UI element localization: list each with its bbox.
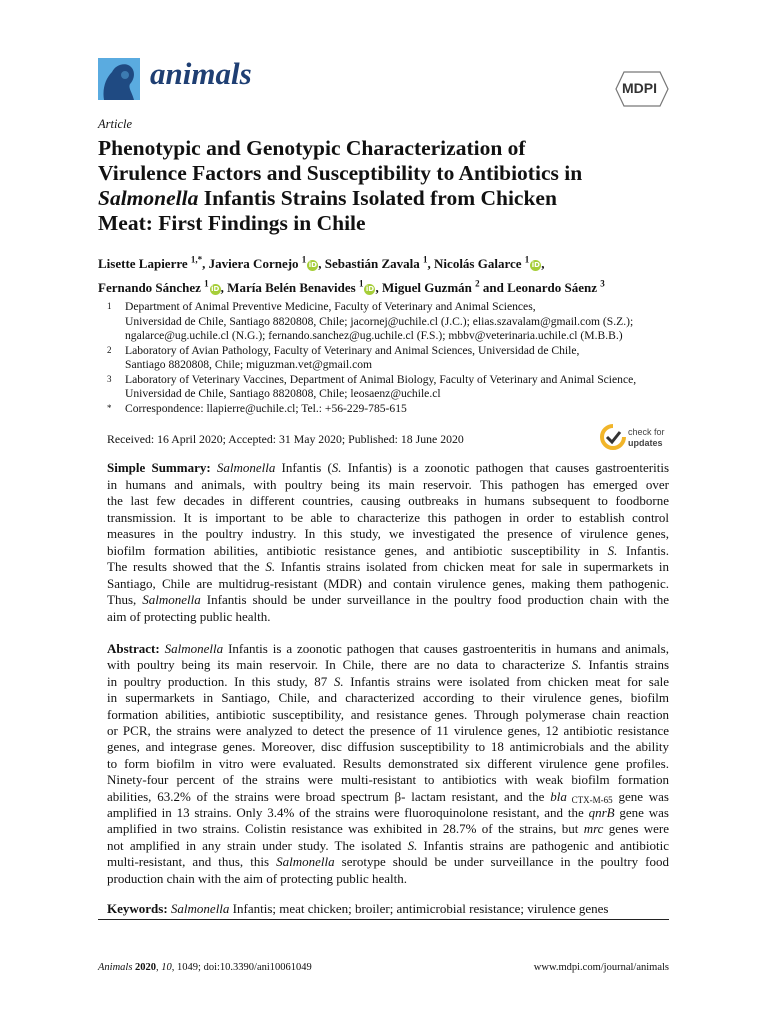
author-line bbox=[98, 276, 669, 300]
affiliation-line bbox=[125, 344, 669, 359]
abstract-line bbox=[107, 805, 669, 821]
abstract-line bbox=[107, 674, 669, 690]
text-segment: 3 bbox=[600, 278, 605, 289]
text-segment: , Nicolás Galarce bbox=[427, 256, 525, 271]
abstract-line bbox=[107, 657, 669, 673]
keywords bbox=[98, 901, 669, 918]
text-segment: production chain with the aim of protecting public health. bbox=[107, 870, 408, 886]
text-segment: Salmonella bbox=[216, 460, 276, 475]
abstract bbox=[98, 641, 669, 887]
text-segment: in supermarkets in Santiago, Chile, and characterized according to their virulence genes, biofilm bbox=[107, 690, 669, 706]
affiliation-line bbox=[125, 402, 669, 417]
text-segment: S. bbox=[607, 542, 618, 558]
mdpi-logo bbox=[614, 70, 670, 108]
affiliation bbox=[98, 373, 669, 402]
affiliation-marker: 3 bbox=[107, 373, 112, 384]
author-line bbox=[98, 252, 669, 276]
affiliation-marker: * bbox=[107, 402, 112, 413]
text-segment: Infantis strains were isolated from chicken meat for sale bbox=[343, 673, 669, 689]
summary-line bbox=[107, 609, 669, 626]
text-segment: S. bbox=[265, 559, 276, 574]
text-segment: bla bbox=[550, 788, 567, 804]
text-segment: Salmonella bbox=[98, 186, 199, 210]
text-segment: the last few decades in different countries, causing outbreaks in humans subsequent to foodborne bbox=[107, 493, 669, 508]
abstract-line bbox=[107, 723, 669, 739]
text-segment: Infantis is a zoonotic pathogen that causes gastroenteritis in humans and animals, bbox=[223, 641, 669, 656]
journal-name: animals bbox=[150, 56, 252, 91]
text-segment: Lisette Lapierre bbox=[98, 256, 191, 271]
text-segment: Infantis; meat chicken; broiler; antimicrobial resistance; virulence genes bbox=[229, 901, 609, 917]
text-segment: Universidad de Chile, Santiago 8820808, Chile; leosaenz@uchile.cl bbox=[125, 387, 441, 400]
text-segment: 1 bbox=[301, 254, 307, 265]
text-segment: , Sebastián Zavala bbox=[318, 256, 424, 271]
divider bbox=[98, 919, 669, 920]
text-segment: Santiago, Chile are multidrug-resistant (MDR) and contain virulence genes, making them pathogenic. bbox=[107, 575, 669, 591]
text-segment: aim of protecting public health. bbox=[107, 608, 271, 624]
text-segment: Infantis) is a zoonotic pathogen that causes gastroenteritis bbox=[341, 460, 670, 475]
text-segment: to form biofilm in vitro were evaluated. Results demonstrated six different virulence gene profiles. bbox=[107, 755, 669, 771]
text-segment: multi-resistant, and thus, this bbox=[107, 854, 277, 870]
text-segment: , Miguel Guzmán bbox=[375, 280, 476, 295]
text-segment: Infantis. bbox=[617, 542, 669, 558]
text-segment: abilities, 63.2% of the strains were broad spectrum β- lactam resistant, and the bbox=[107, 788, 551, 804]
text-segment: 1 bbox=[423, 254, 428, 265]
text-segment: Salmonella bbox=[276, 854, 335, 870]
journal-url[interactable]: www.mdpi.com/journal/animals bbox=[533, 962, 669, 973]
text-segment: CTX-M-65 bbox=[566, 794, 613, 805]
abstract-line bbox=[107, 772, 669, 788]
text-segment: Salmonella bbox=[164, 641, 224, 656]
footer-year: 2020 bbox=[135, 962, 157, 973]
monkey-logo-icon bbox=[98, 58, 140, 100]
orcid-icon[interactable]: iD bbox=[211, 285, 220, 293]
article-front-matter bbox=[98, 136, 669, 918]
text-segment: genes were bbox=[603, 821, 669, 837]
title-line bbox=[98, 161, 669, 186]
summary-line bbox=[107, 510, 669, 527]
text-segment: Abstract: bbox=[107, 641, 165, 656]
text-segment: serotype should be under surveillance in the poultry food bbox=[334, 854, 669, 870]
text-segment: and Leonardo Sáenz bbox=[479, 280, 601, 295]
text-segment: Infantis should be under surveillance in the poultry food production chain with the bbox=[200, 592, 669, 607]
keywords-line bbox=[107, 901, 669, 918]
orcid-icon[interactable]: iD bbox=[531, 261, 540, 269]
affiliation bbox=[98, 402, 669, 417]
text-segment: Salmonella bbox=[170, 901, 230, 917]
affiliation-line bbox=[125, 358, 669, 373]
text-segment: qnrB bbox=[588, 805, 615, 821]
title-line bbox=[98, 186, 669, 211]
text-segment: Infantis ( bbox=[275, 460, 332, 475]
affiliation-line bbox=[125, 329, 669, 344]
check-for-updates-badge[interactable] bbox=[600, 424, 672, 454]
affiliation-line bbox=[125, 315, 669, 330]
abstract-line bbox=[107, 838, 669, 854]
affiliation-line bbox=[125, 387, 669, 402]
orcid-icon[interactable]: iD bbox=[308, 261, 317, 269]
affiliation bbox=[98, 300, 669, 344]
abstract-line bbox=[107, 690, 669, 706]
author-list bbox=[98, 252, 669, 300]
text-segment: gene was bbox=[612, 788, 669, 804]
footer-volume: 10 bbox=[161, 962, 172, 973]
summary-line bbox=[107, 559, 669, 576]
summary-line bbox=[107, 460, 669, 477]
text-segment: 1 bbox=[524, 254, 530, 265]
text-segment: 1,* bbox=[190, 254, 203, 265]
journal-logo bbox=[98, 58, 140, 100]
paper-title bbox=[98, 136, 669, 236]
text-segment: Ninety-four percent of the strains were multi-resistant to antibiotics with weak biofilm formation bbox=[107, 772, 669, 788]
text-segment: amplified in two strains. Colistin resistance was exhibited in 28.7% of the strains, but bbox=[107, 821, 584, 837]
summary-line bbox=[107, 477, 669, 494]
check-updates-icon bbox=[600, 424, 626, 452]
text-segment: , bbox=[541, 256, 545, 271]
text-segment: Phenotypic and Genotypic Characterization of bbox=[98, 136, 526, 160]
text-segment: or PCR, the strains were analyzed to detect the presence of 11 virulence genes, 12 antibiotic resistance bbox=[107, 723, 669, 739]
affiliation bbox=[98, 344, 669, 373]
summary-line bbox=[107, 543, 669, 560]
text-segment: Infantis strains isolated from chicken meat for sale in supermarkets in bbox=[275, 559, 669, 574]
summary-line bbox=[107, 526, 669, 543]
text-segment: genes, and integrase genes. Moreover, disc diffusion susceptibility to 18 antimicrobials and the ability bbox=[107, 739, 669, 755]
summary-line bbox=[107, 493, 669, 510]
abstract-line bbox=[107, 854, 669, 870]
text-segment: 1 bbox=[204, 278, 209, 289]
text-segment: Infantis strains bbox=[581, 657, 669, 673]
affiliation-text bbox=[125, 300, 669, 344]
abstract-line bbox=[107, 707, 669, 723]
orcid-icon[interactable]: iD bbox=[365, 285, 375, 293]
text-segment: Correspondence: llapierre@uchile.cl; Tel.: +56-229-785-615 bbox=[125, 401, 407, 415]
affiliation-text bbox=[125, 344, 669, 373]
text-segment: formation abilities, antibiotic susceptibility, and resistance genes. Through polymerase chain reaction bbox=[107, 706, 669, 722]
text-segment: Laboratory of Avian Pathology, Faculty of Veterinary and Animal Sciences, Universidad de Chile, bbox=[125, 343, 580, 357]
check-updates-line1: check for bbox=[628, 427, 665, 437]
text-segment: Infantis Strains Isolated from Chicken bbox=[198, 186, 557, 210]
abstract-line bbox=[107, 756, 669, 772]
text-segment: Laboratory of Veterinary Vaccines, Department of Animal Biology, Faculty of Veterinary and Animal Science, bbox=[125, 372, 637, 386]
check-updates-line2: updates bbox=[628, 438, 663, 448]
text-segment: Thus, bbox=[107, 592, 143, 607]
abstract-line bbox=[107, 739, 669, 755]
affiliation-text bbox=[125, 402, 669, 417]
text-segment: 2 bbox=[475, 278, 480, 289]
text-segment: , María Belén Benavides bbox=[220, 280, 359, 295]
text-segment: not amplified in any strain under study. The isolated bbox=[107, 837, 408, 853]
text-segment: Salmonella bbox=[142, 592, 201, 607]
publication-dates: Received: 16 April 2020; Accepted: 31 May 2020; Published: 18 June 2020 bbox=[107, 432, 464, 446]
dates-row bbox=[98, 424, 669, 454]
text-segment: transmission. It is important to be able to characterize this pathogen in order to establish control bbox=[107, 509, 669, 525]
text-segment: Keywords: bbox=[107, 901, 171, 917]
mdpi-logo-text: MDPI bbox=[622, 80, 657, 96]
text-segment: in humans and animals, with poultry being its main reservoir. This pathogen has emerged over bbox=[107, 476, 669, 492]
text-segment: Simple Summary: bbox=[107, 460, 217, 475]
footer-doi: , 1049; doi:10.3390/ani10061049 bbox=[171, 962, 312, 973]
simple-summary bbox=[98, 460, 669, 625]
text-segment: amplified in 13 strains. Only 3.4% of the strains were fluoroquinolone resistant, and the bbox=[107, 805, 589, 821]
text-segment: S. bbox=[333, 673, 344, 689]
footer-journal: Animals bbox=[98, 962, 133, 973]
article-type: Article bbox=[98, 117, 133, 131]
text-segment: with poultry being its main reservoir. In Chile, there are no data to characterize bbox=[107, 657, 572, 673]
abstract-line bbox=[107, 641, 669, 657]
affiliation-marker: 2 bbox=[107, 344, 112, 355]
text-segment: measures in the poultry industry. In this study, we investigated the presence of virulence genes, bbox=[107, 526, 669, 541]
citation-footer: Animals 2020, 10, 1049; doi:10.3390/ani10061049 bbox=[98, 962, 312, 973]
affiliation-line bbox=[125, 373, 669, 388]
affiliations bbox=[98, 300, 669, 416]
abstract-line bbox=[107, 871, 669, 887]
summary-line bbox=[107, 576, 669, 593]
title-line bbox=[98, 136, 669, 161]
text-segment: Fernando Sánchez bbox=[98, 280, 205, 295]
text-segment: S. bbox=[571, 657, 582, 673]
text-segment: mrc bbox=[583, 821, 604, 837]
text-segment: Meat: First Findings in Chile bbox=[98, 211, 366, 235]
text-segment: biofilm formation abilities, antibiotic resistance genes, and antibiotic susceptibility in bbox=[107, 542, 608, 558]
text-segment: in poultry production. In this study, 87 bbox=[107, 673, 334, 689]
text-segment: gene was bbox=[614, 805, 669, 821]
text-segment: S. bbox=[407, 837, 418, 853]
text-segment: , Javiera Cornejo bbox=[202, 256, 302, 271]
affiliation-marker: 1 bbox=[107, 301, 112, 311]
text-segment: Infantis strains are pathogenic and antibiotic bbox=[417, 837, 669, 853]
abstract-line bbox=[107, 789, 669, 805]
affiliation-text bbox=[125, 373, 669, 402]
text-segment: The results showed that the bbox=[107, 559, 266, 574]
text-segment: Santiago 8820808, Chile; miguzman.vet@gmail.com bbox=[125, 358, 373, 371]
title-line bbox=[98, 211, 669, 236]
summary-line bbox=[107, 592, 669, 609]
text-segment: S. bbox=[331, 460, 342, 475]
text-segment: 1 bbox=[358, 278, 364, 289]
abstract-line bbox=[107, 821, 669, 837]
text-segment: Department of Animal Preventive Medicine, Faculty of Veterinary and Animal Sciences, bbox=[125, 300, 536, 313]
text-segment: Universidad de Chile, Santiago 8820808, Chile; jacornej@uchile.cl (J.C.); elias.szavalam@gmail.com (S.Z.); bbox=[125, 314, 634, 328]
text-segment: Virulence Factors and Susceptibility to Antibiotics in bbox=[98, 161, 583, 185]
text-segment: ngalarce@ug.uchile.cl (N.G.); fernando.sanchez@ug.uchile.cl (F.S.); mbbv@veterinaria.uchile.cl (M.B.B.) bbox=[125, 329, 623, 342]
affiliation-line bbox=[125, 300, 669, 315]
